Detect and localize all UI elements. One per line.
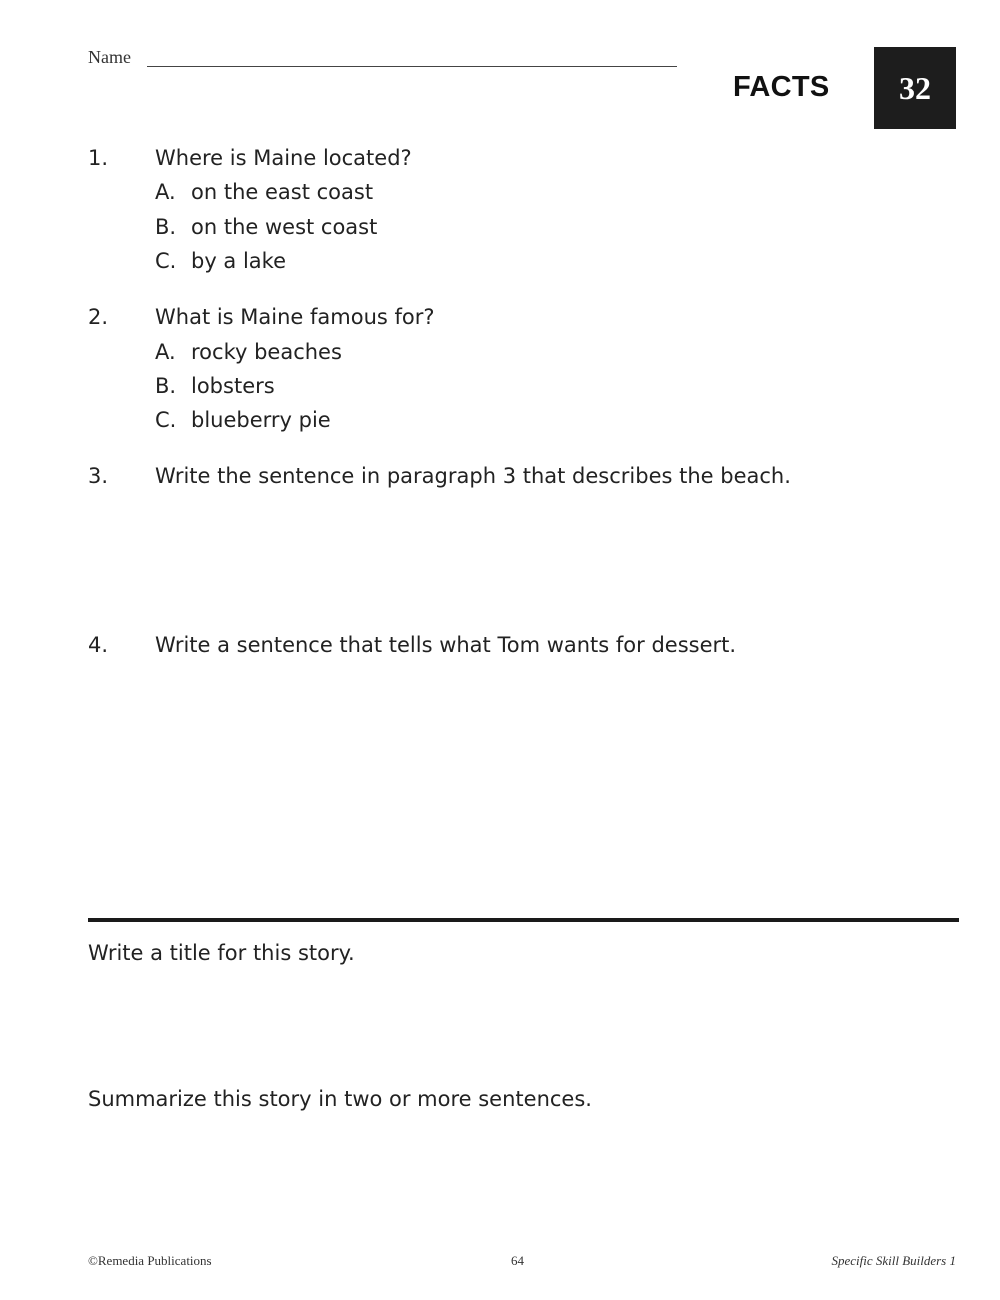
question-1-option-c[interactable]: by a lake xyxy=(191,249,287,273)
name-field-line[interactable] xyxy=(147,66,677,67)
question-4-number: 4. xyxy=(88,633,109,657)
name-label: Name xyxy=(88,47,131,67)
question-3-text: Write the sentence in paragraph 3 that describes the beach. xyxy=(155,464,791,488)
question-2-option-c-letter: C. xyxy=(155,408,177,432)
question-2-option-a-letter: A. xyxy=(155,340,176,364)
worksheet-number-badge: 32 xyxy=(874,47,956,129)
question-2-option-c[interactable]: blueberry pie xyxy=(191,408,331,432)
section-title: FACTS xyxy=(733,71,830,103)
summary-prompt: Summarize this story in two or more sentences. xyxy=(88,1087,592,1111)
question-1-option-a-letter: A. xyxy=(155,180,176,204)
footer-page-number: 64 xyxy=(511,1253,524,1268)
question-2-option-a[interactable]: rocky beaches xyxy=(191,340,342,364)
section-divider xyxy=(88,918,959,922)
title-prompt: Write a title for this story. xyxy=(88,941,355,965)
question-4-text: Write a sentence that tells what Tom wants for dessert. xyxy=(155,633,737,657)
footer-series: Specific Skill Builders 1 xyxy=(831,1253,956,1268)
footer-publisher: ©Remedia Publications xyxy=(88,1253,212,1268)
question-3-number: 3. xyxy=(88,464,109,488)
question-2-text: What is Maine famous for? xyxy=(155,305,435,329)
question-1-text: Where is Maine located? xyxy=(155,146,412,170)
question-2-option-b[interactable]: lobsters xyxy=(191,374,275,398)
question-1-option-a[interactable]: on the east coast xyxy=(191,180,374,204)
question-1-number: 1. xyxy=(88,146,109,170)
question-1-option-b-letter: B. xyxy=(155,215,177,239)
question-2-option-b-letter: B. xyxy=(155,374,177,398)
question-2-number: 2. xyxy=(88,305,109,329)
question-1-option-b[interactable]: on the west coast xyxy=(191,215,378,239)
question-1-option-c-letter: C. xyxy=(155,249,177,273)
